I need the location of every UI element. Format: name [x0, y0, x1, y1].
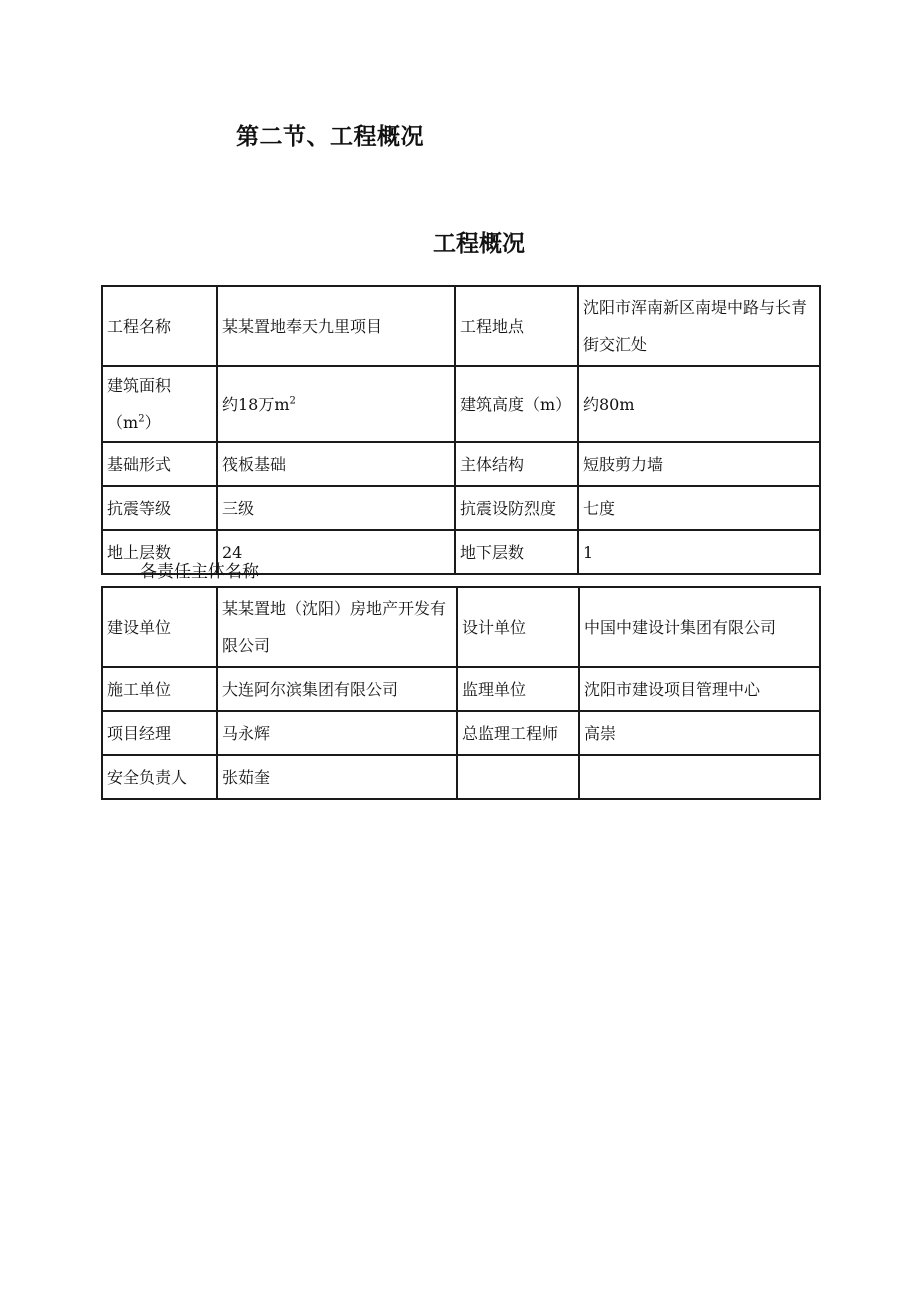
height-label: 建筑高度（m）	[455, 366, 578, 442]
floors-above-label: 地上层数	[102, 530, 217, 574]
location-value: 沈阳市浑南新区南堤中路与长青街交汇处	[578, 286, 820, 366]
chief-supervisor-value: 高崇	[579, 711, 820, 755]
foundation-value: 筏板基础	[217, 442, 455, 486]
responsibility-table	[101, 586, 821, 800]
table-row	[102, 286, 820, 366]
area-value-superscript: 2	[289, 395, 296, 407]
table-row	[102, 711, 820, 755]
table-row	[102, 667, 820, 711]
table-row	[102, 366, 820, 442]
contractor-label: 施工单位	[102, 667, 217, 711]
seismic-grade-label: 抗震等级	[102, 486, 217, 530]
floors-below-value: 1	[578, 530, 820, 574]
designer-label: 设计单位	[457, 587, 579, 667]
section-heading: 第二节、工程概况	[236, 124, 424, 150]
supervisor-label: 监理单位	[457, 667, 579, 711]
developer-value: 某某置地（沈阳）房地产开发有限公司	[217, 587, 457, 667]
project-name-label: 工程名称	[102, 286, 217, 366]
safety-value: 张茹奎	[217, 755, 457, 799]
height-value: 约80m	[578, 366, 820, 442]
seismic-intensity-value: 七度	[578, 486, 820, 530]
area-label	[102, 366, 217, 442]
contractor-value: 大连阿尔滨集团有限公司	[217, 667, 457, 711]
structure-value: 短肢剪力墙	[578, 442, 820, 486]
empty-cell	[457, 755, 579, 799]
area-label-prefix: 建筑面积（m	[107, 376, 172, 432]
table-row	[102, 587, 820, 667]
project-name-value: 某某置地奉天九里项目	[217, 286, 455, 366]
empty-cell	[579, 755, 820, 799]
area-label-superscript: 2	[138, 413, 145, 425]
supervisor-value: 沈阳市建设项目管理中心	[579, 667, 820, 711]
pm-label: 项目经理	[102, 711, 217, 755]
table-row	[102, 755, 820, 799]
location-label: 工程地点	[455, 286, 578, 366]
area-value-text: 约18万m	[222, 394, 290, 414]
area-value	[217, 366, 455, 442]
floors-below-label: 地下层数	[455, 530, 578, 574]
project-overview-table	[101, 285, 821, 575]
chief-supervisor-label: 总监理工程师	[457, 711, 579, 755]
table-row	[102, 486, 820, 530]
area-label-suffix: ）	[144, 413, 161, 432]
responsibility-heading: 各责任主体名称	[140, 562, 259, 582]
seismic-intensity-label: 抗震设防烈度	[455, 486, 578, 530]
developer-label: 建设单位	[102, 587, 217, 667]
structure-label: 主体结构	[455, 442, 578, 486]
safety-label: 安全负责人	[102, 755, 217, 799]
floors-above-value: 24	[217, 530, 455, 574]
foundation-label: 基础形式	[102, 442, 217, 486]
pm-value: 马永辉	[217, 711, 457, 755]
seismic-grade-value: 三级	[217, 486, 455, 530]
table-row	[102, 442, 820, 486]
designer-value: 中国中建设计集团有限公司	[579, 587, 820, 667]
table-title: 工程概况	[433, 231, 525, 257]
